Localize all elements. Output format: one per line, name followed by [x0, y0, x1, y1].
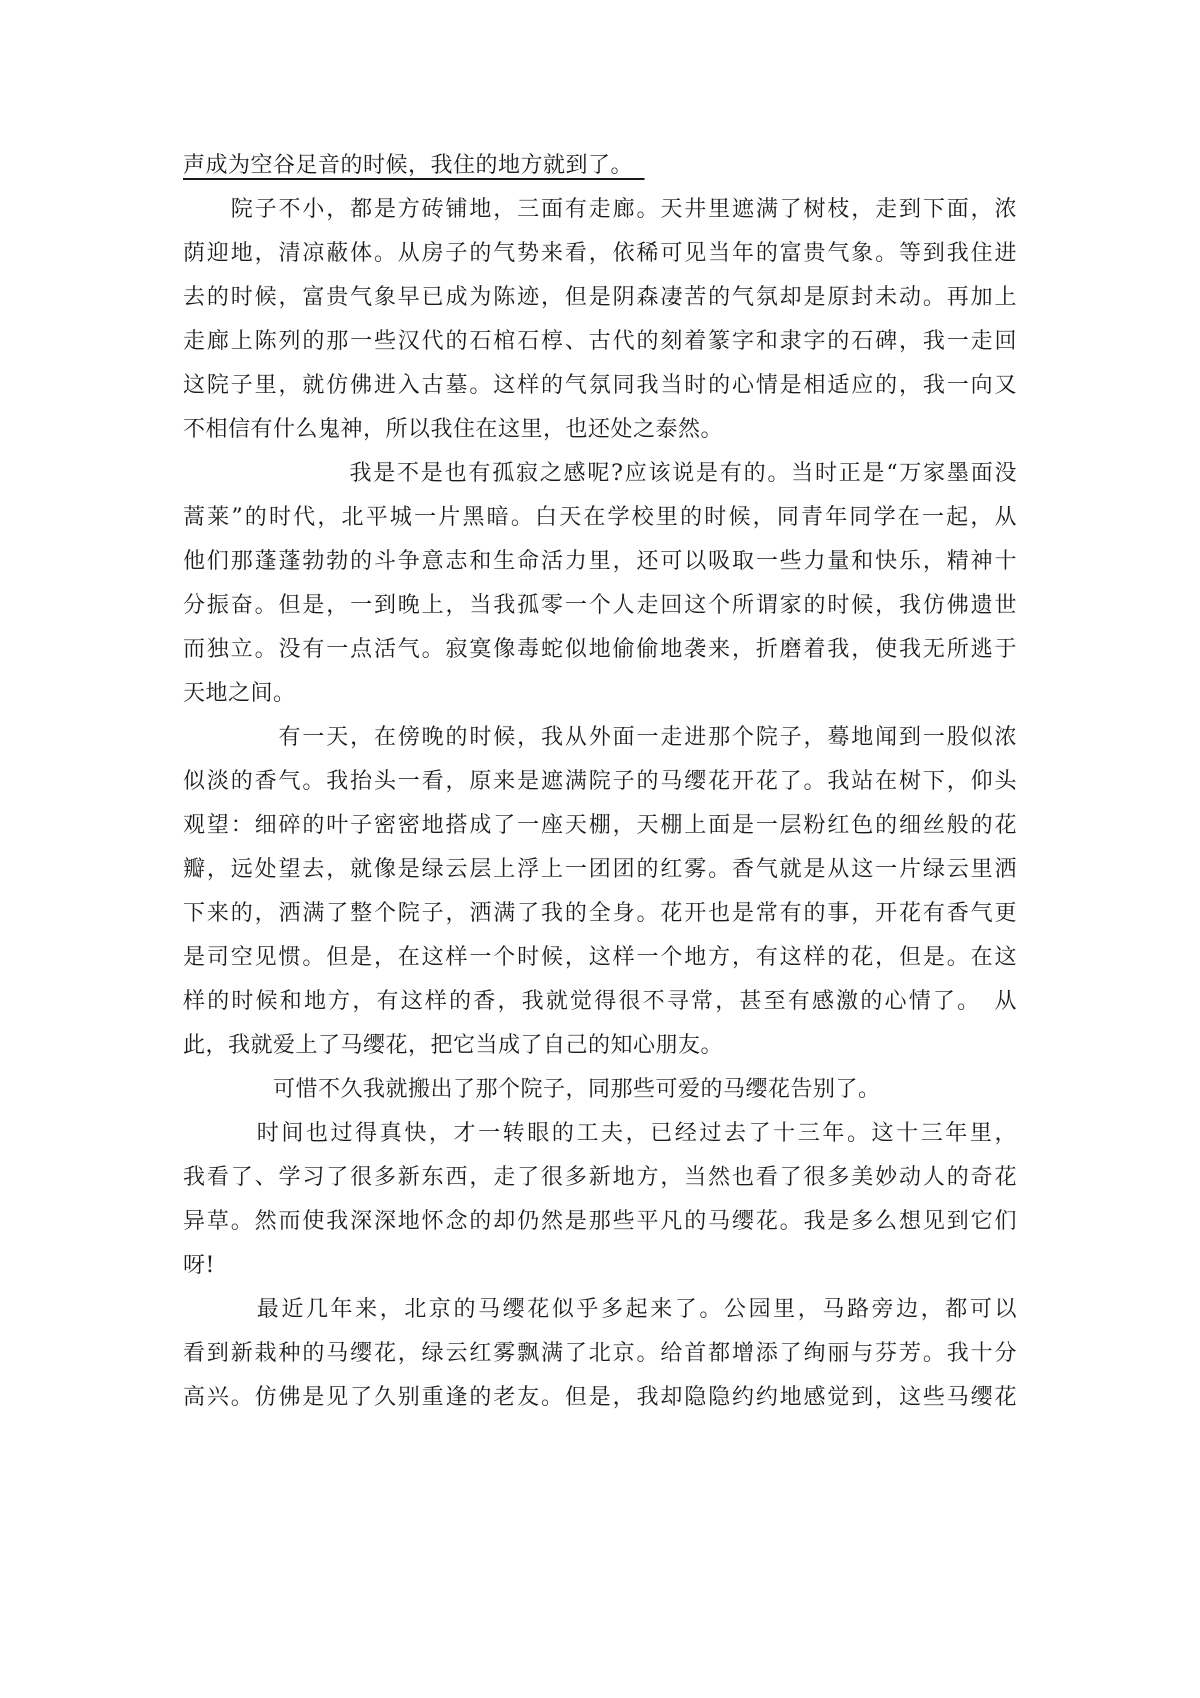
paragraph-loneliness	[183, 452, 1017, 716]
paragraph-farewell	[183, 1068, 1017, 1112]
paragraph-beijing-today	[183, 1288, 1017, 1420]
text-line: 看到新栽种的马缨花，绿云红雾飘满了北京。给首都增添了绚丽与芬芳。我十分	[183, 1341, 1017, 1366]
text-line: 最近几年来，北京的马缨花似乎多起来了。公园里，马路旁边，都可以	[183, 1297, 1017, 1322]
text-line: 去的时候，富贵气象早已成为陈迹，但是阴森凄苦的气氛却是原封未动。再加上	[183, 285, 1017, 310]
text-line: 此，我就爱上了马缨花，把它当成了自己的知心朋友。	[183, 1033, 724, 1058]
text-line: 高兴。仿佛是见了久别重逢的老友。但是，我却隐隐约约地感觉到，这些马缨花	[183, 1385, 1017, 1410]
paragraph-courtyard	[183, 188, 1017, 452]
text-line: 时间也过得真快，才一转眼的工夫，已经过去了十三年。这十三年里，	[183, 1121, 1017, 1146]
text-line: 不相信有什么鬼神，所以我住在这里，也还处之泰然。	[183, 417, 724, 442]
text-line: 分振奋。但是，一到晚上，当我孤零一个人走回这个所谓家的时候，我仿佛遗世	[183, 593, 1017, 618]
text-line: 是司空见惯。但是，在这样一个时候，这样一个地方，有这样的花，但是。在这	[183, 945, 1017, 970]
text-line: 可惜不久我就搬出了那个院子，同那些可爱的马缨花告别了。	[183, 1077, 881, 1102]
paragraph-thirteen-years	[183, 1112, 1017, 1288]
text-line: 下来的，洒满了整个院子，洒满了我的全身。花开也是常有的事，开花有香气更	[183, 901, 1017, 926]
text-line: 样的时候和地方，有这样的香，我就觉得很不寻常，甚至有感激的心情了。 从	[183, 989, 1017, 1014]
text-line: 走廊上陈列的那一些汉代的石棺石椁、古代的刻着篆字和隶字的石碑，我一走回	[183, 329, 1017, 354]
document-content	[183, 144, 1017, 1420]
text-line: 院子不小，都是方砖铺地，三面有走廊。天井里遮满了树枝，走到下面，浓	[183, 197, 1017, 222]
text-line: 异草。然而使我深深地怀念的却仍然是那些平凡的马缨花。我是多么想见到它们	[183, 1209, 1017, 1234]
text-line: 观望：细碎的叶子密密地搭成了一座天棚，天棚上面是一层粉红色的细丝般的花	[183, 813, 1017, 838]
text-line: 瓣，远处望去，就像是绿云层上浮上一团团的红雾。香气就是从这一片绿云里洒	[183, 857, 1017, 882]
text-line: 蒿莱”的时代，北平城一片黑暗。白天在学校里的时候，同青年同学在一起，从	[183, 505, 1017, 530]
text-line-underlined: 声成为空谷足音的时候，我住的地方就到了。	[183, 153, 645, 178]
text-line: 呀!	[183, 1253, 215, 1278]
text-line: 而独立。没有一点活气。寂寞像毒蛇似地偷偷地袭来，折磨着我，使我无所逃于	[183, 637, 1017, 662]
text-line: 他们那蓬蓬勃勃的斗争意志和生命活力里，还可以吸取一些力量和快乐，精神十	[183, 549, 1017, 574]
text-line: 我是不是也有孤寂之感呢?应该说是有的。当时正是“万家墨面没	[183, 461, 1017, 486]
text-line: 我看了、学习了很多新东西，走了很多新地方，当然也看了很多美妙动人的奇花	[183, 1165, 1017, 1190]
paragraph-flowers-bloom	[183, 716, 1017, 1068]
text-line: 有一天，在傍晚的时候，我从外面一走进那个院子，蓦地闻到一股似浓	[183, 725, 1017, 750]
paragraph-continuation	[183, 144, 1017, 188]
text-line: 似淡的香气。我抬头一看，原来是遮满院子的马缨花开花了。我站在树下，仰头	[183, 769, 1017, 794]
text-line: 天地之间。	[183, 681, 296, 706]
text-line: 这院子里，就仿佛进入古墓。这样的气氛同我当时的心情是相适应的，我一向又	[183, 373, 1017, 398]
text-line: 荫迎地，清凉蔽体。从房子的气势来看，依稀可见当年的富贵气象。等到我住进	[183, 241, 1017, 266]
